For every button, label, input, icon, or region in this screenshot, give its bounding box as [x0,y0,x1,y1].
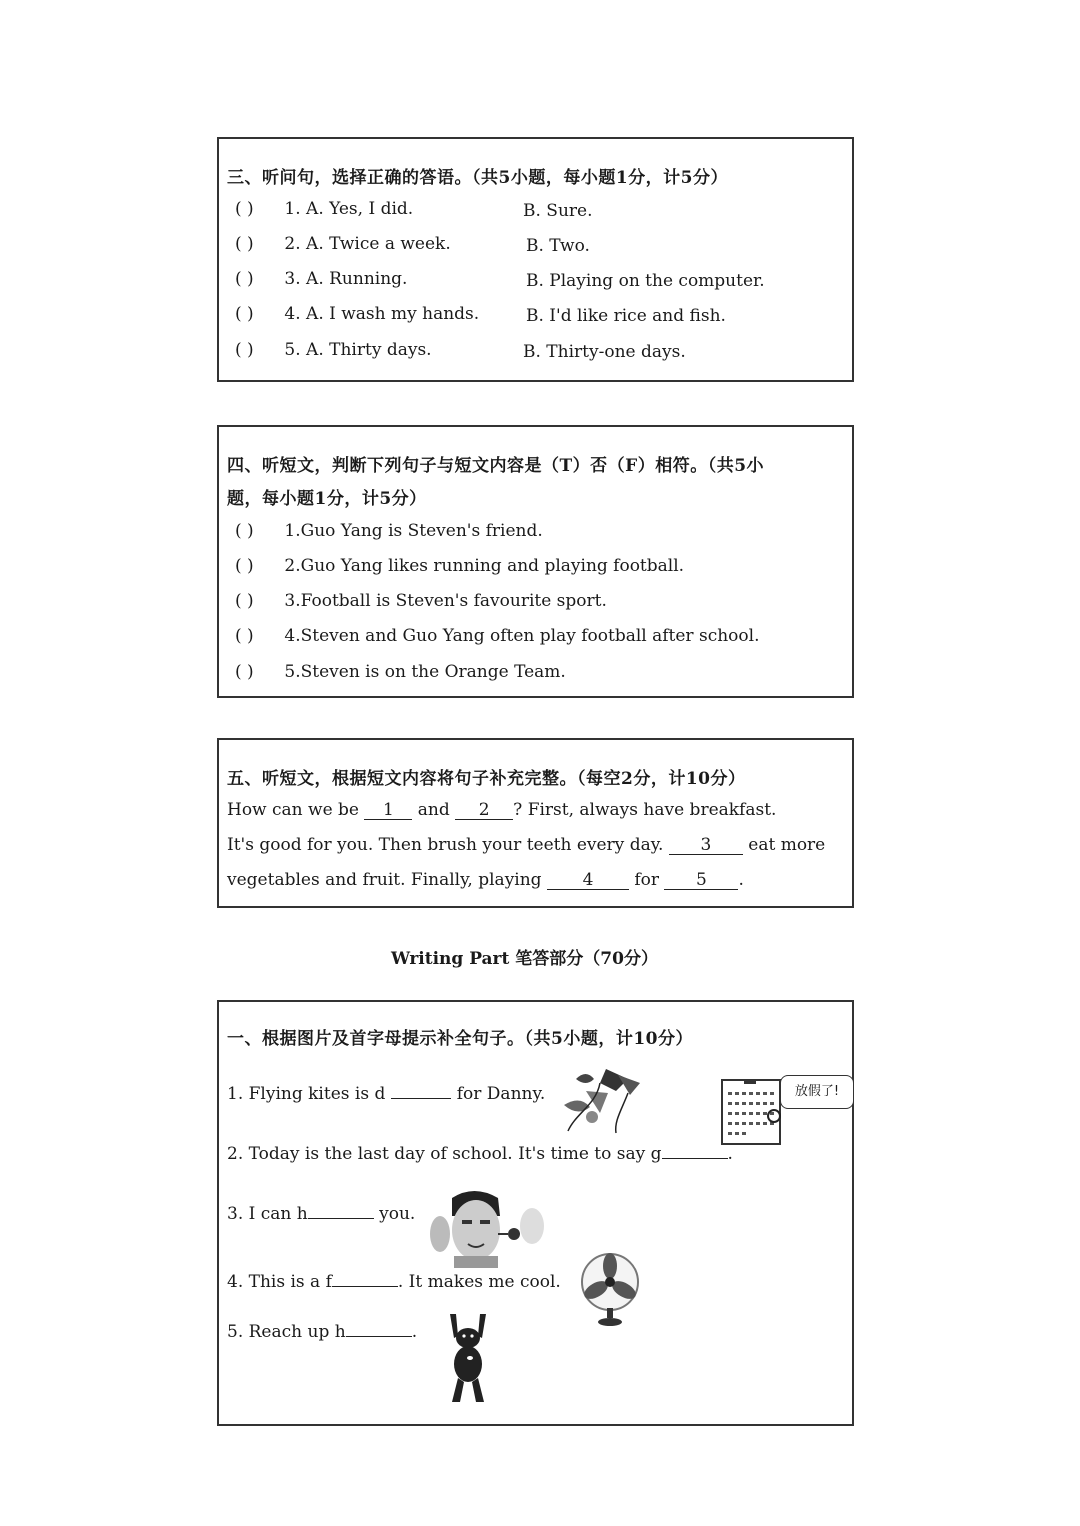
section-3-item-5-option-b: B. Thirty-one days. [523,342,686,362]
option-a: A. Running. [306,269,408,289]
question-text: for Danny. [451,1084,546,1104]
answer-paren[interactable]: ( ) [235,340,254,360]
question-3 [227,1204,415,1224]
section-4-box [217,425,854,698]
statement-text: 4.Steven and Guo Yang often play football after school. [284,626,760,646]
question-4 [227,1272,561,1292]
answer-paren[interactable]: ( ) [235,662,254,682]
item-number: 1. [284,199,301,219]
question-text: 1. Flying kites is d [227,1084,386,1104]
question-5 [227,1322,417,1342]
answer-blank-1[interactable] [391,1098,451,1099]
section-4-item-3 [235,591,607,611]
question-text: 5. Reach up h [227,1322,346,1342]
item-number: 3. [284,269,301,289]
blank-1[interactable]: 1 [364,801,412,820]
answer-paren[interactable]: ( ) [235,199,254,219]
statement-text: 5.Steven is on the Orange Team. [284,662,566,682]
answer-blank-4[interactable] [332,1286,398,1287]
question-text: . [727,1144,733,1164]
answer-paren[interactable]: ( ) [235,269,254,289]
calendar-picture-icon [720,1078,782,1146]
writing-part-heading: Writing Part 笔答部分（70分） [391,949,658,969]
answer-paren[interactable]: ( ) [235,304,254,324]
answer-blank-5[interactable] [346,1336,412,1337]
section-4-item-2 [235,556,684,576]
statement-text: 3.Football is Steven's favourite sport. [284,591,607,611]
answer-paren[interactable]: ( ) [235,626,254,646]
text-fragment: vegetables and fruit. Finally, playing [227,870,547,890]
section-3-item-3 [235,269,407,289]
question-2 [227,1144,733,1164]
text-fragment: How can we be [227,800,365,820]
blank-2[interactable]: 2 [455,801,513,820]
section-3-item-2-option-b: B. Two. [526,236,590,256]
text-fragment: eat more [742,835,826,855]
option-a: A. Twice a week. [306,234,451,254]
answer-blank-3[interactable] [308,1218,374,1219]
section-5-title: 五、听短文，根据短文内容将句子补充完整。（每空2分，计10分） [227,769,746,789]
section-3-item-1-option-b: B. Sure. [523,201,593,221]
question-text: . It makes me cool. [397,1272,561,1292]
item-number: 4. [284,304,301,324]
section-5-line-1 [227,800,776,820]
question-text: 3. I can h [227,1204,308,1224]
question-text: . [411,1322,418,1342]
text-fragment: for [628,870,665,890]
statement-text: 2.Guo Yang likes running and playing football. [284,556,685,576]
section-3-title: 三、听问句，选择正确的答语。（共5小题，每小题1分，计5分） [227,168,728,188]
answer-paren[interactable]: ( ) [235,521,254,541]
answer-paren[interactable]: ( ) [235,556,254,576]
section-3-item-4 [235,304,479,324]
section-4-title-line-1: 四、听短文，判断下列句子与短文内容是（T）否（F）相符。（共5小 [227,456,765,476]
item-number: 5. [284,340,301,360]
section-4-item-4 [235,626,759,646]
fan-picture-icon [578,1252,642,1328]
statement-text: 1.Guo Yang is Steven's friend. [284,521,543,541]
question-text: you. [373,1204,416,1224]
writing-section-1-title: 一、根据图片及首字母提示补全句子。（共5小题，计10分） [227,1029,693,1049]
section-3-item-3-option-b: B. Playing on the computer. [526,271,765,291]
section-4-item-1 [235,521,543,541]
section-4-item-5 [235,662,566,682]
text-fragment: It's good for you. Then brush your teeth every day. [227,835,669,855]
boy-listening-picture-icon [428,1186,550,1268]
text-fragment: and [412,800,456,820]
blank-3[interactable]: 3 [669,836,743,855]
question-1 [227,1084,545,1104]
option-a: A. Yes, I did. [306,199,414,219]
question-text: 4. This is a f [227,1272,332,1292]
text-fragment: . [738,870,744,890]
section-3-item-5 [235,340,432,360]
option-a: A. I wash my hands. [306,304,480,324]
section-3-item-1 [235,199,413,219]
answer-paren[interactable]: ( ) [235,234,254,254]
section-5-box [217,738,854,908]
section-3-box [217,137,854,382]
kites-picture-icon [556,1065,644,1135]
section-3-item-2 [235,234,451,254]
bear-reaching-picture-icon [444,1312,492,1404]
answer-paren[interactable]: ( ) [235,591,254,611]
blank-5[interactable]: 5 [664,871,738,890]
section-3-item-4-option-b: B. I'd like rice and fish. [526,306,726,326]
question-text: 2. Today is the last day of school. It's time to say g [227,1144,662,1164]
speech-bubble: 放假了! [780,1075,854,1109]
answer-blank-2[interactable] [662,1158,728,1159]
section-5-line-3 [227,870,744,890]
section-5-line-2 [227,835,825,855]
option-a: A. Thirty days. [306,340,432,360]
blank-4[interactable]: 4 [547,871,629,890]
item-number: 2. [284,234,301,254]
text-fragment: ? First, always have breakfast. [513,800,777,820]
section-4-title-line-2: 题，每小题1分，计5分） [227,489,427,509]
